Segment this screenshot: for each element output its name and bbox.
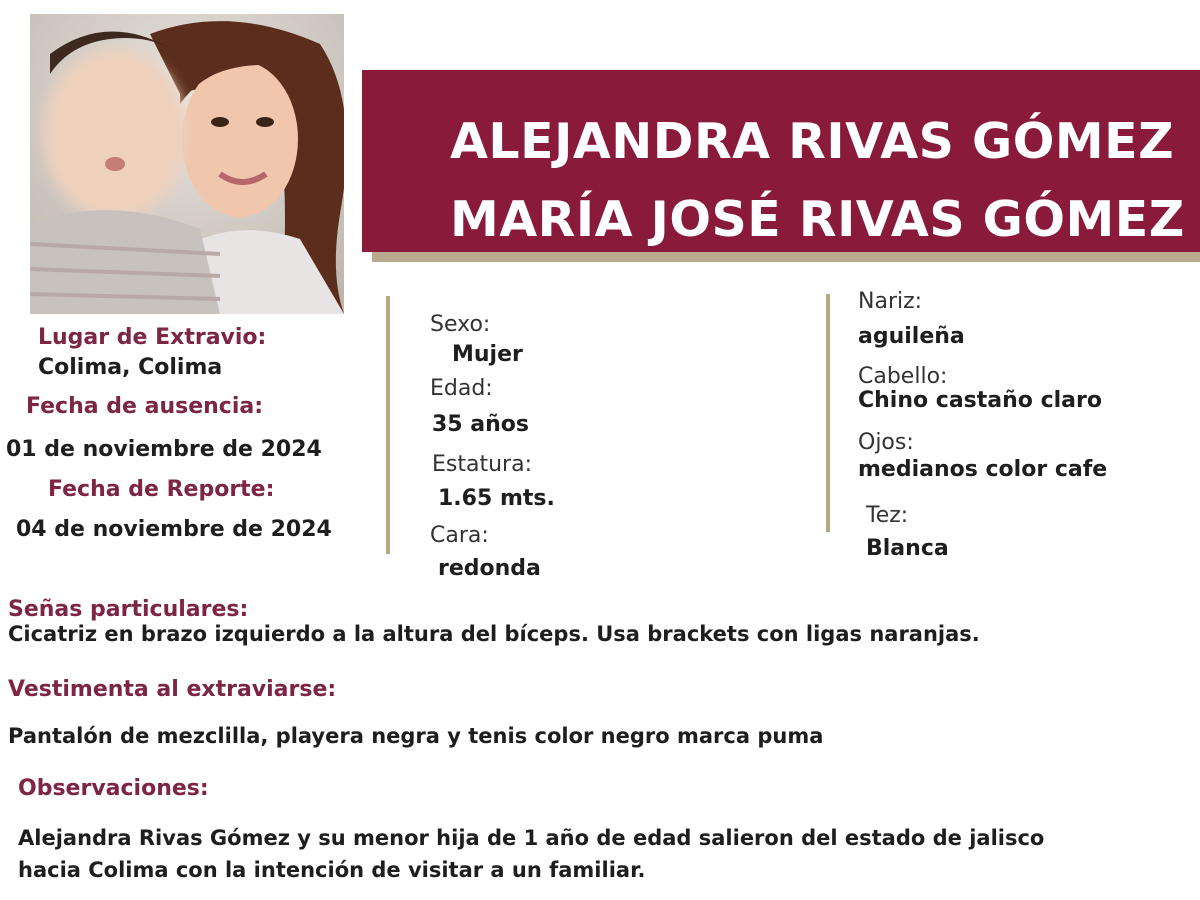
estatura-value: 1.65 mts. [438, 486, 555, 511]
missing-person-name-2: MARÍA JOSÉ RIVAS GÓMEZ [450, 191, 1185, 248]
reporte-label: Fecha de Reporte: [48, 477, 275, 502]
observaciones-title: Observaciones: [18, 776, 209, 801]
missing-person-name-1: ALEJANDRA RIVAS GÓMEZ [450, 113, 1175, 170]
ausencia-value: 01 de noviembre de 2024 [6, 437, 322, 462]
nariz-label: Nariz: [858, 289, 923, 314]
senas-title: Señas particulares: [8, 597, 249, 622]
cara-value: redonda [438, 556, 541, 581]
senas-text: Cicatriz en brazo izquierdo a la altura del bíceps. Usa brackets con ligas naranjas. [8, 622, 980, 646]
divider-right [826, 294, 830, 532]
missing-person-photo [30, 14, 344, 314]
name-banner [362, 70, 1200, 252]
ausencia-label: Fecha de ausencia: [26, 394, 264, 419]
cabello-label: Cabello: [858, 364, 948, 389]
lugar-value: Colima, Colima [38, 355, 223, 380]
estatura-label: Estatura: [432, 452, 532, 477]
nariz-value: aguileña [858, 324, 965, 349]
sexo-value: Mujer [452, 342, 523, 367]
divider-left [386, 296, 390, 554]
vestimenta-title: Vestimenta al extraviarse: [8, 677, 337, 702]
tez-label: Tez: [866, 503, 909, 528]
vestimenta-text: Pantalón de mezclilla, playera negra y tenis color negro marca puma [8, 724, 824, 748]
woman-holding-baby-photo-icon [30, 14, 344, 314]
edad-label: Edad: [430, 376, 493, 401]
cabello-value: Chino castaño claro [858, 388, 1102, 413]
sexo-label: Sexo: [430, 312, 491, 337]
observaciones-line1: Alejandra Rivas Gómez y su menor hija de 1 año de edad salieron del estado de jalisco [18, 826, 1045, 850]
ojos-label: Ojos: [858, 430, 914, 455]
reporte-value: 04 de noviembre de 2024 [16, 517, 332, 542]
tez-value: Blanca [866, 536, 949, 561]
edad-value: 35 años [432, 412, 529, 437]
observaciones-line2: hacia Colima con la intención de visitar a un familiar. [18, 858, 646, 882]
lugar-label: Lugar de Extravio: [38, 325, 267, 350]
cara-label: Cara: [430, 523, 489, 548]
ojos-value: medianos color cafe [858, 457, 1108, 482]
